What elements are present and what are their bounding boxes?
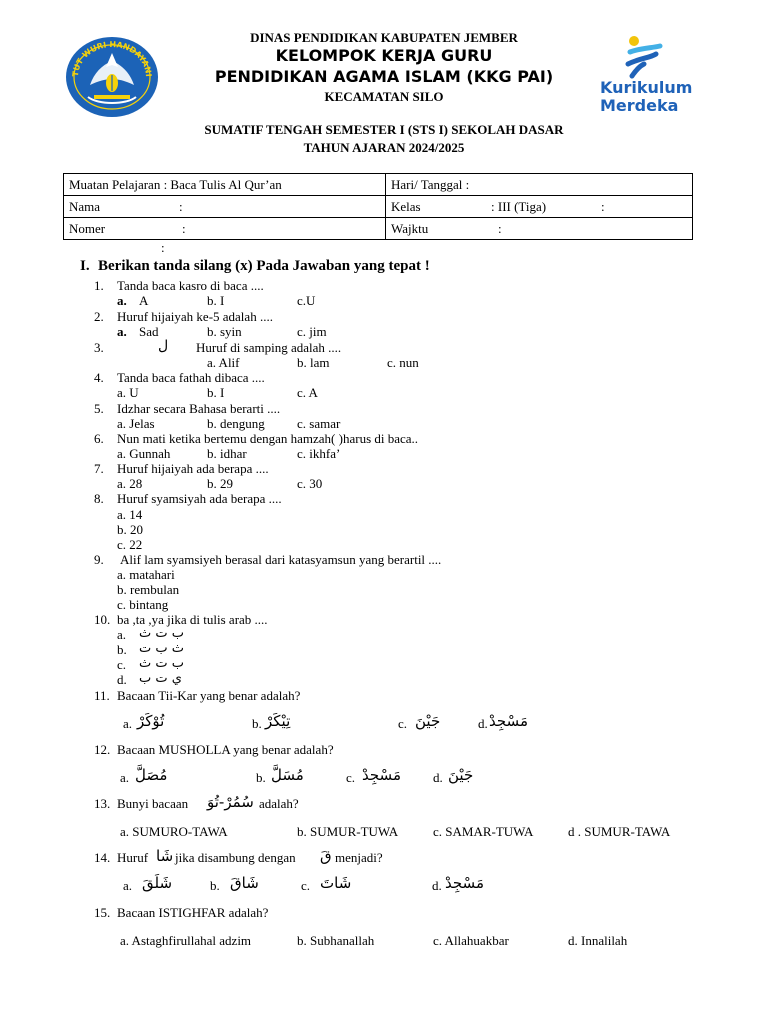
question-number: 14. — [94, 850, 111, 865]
class-label: Kelas — [391, 198, 421, 214]
option-a[interactable]: a. 14 — [117, 507, 143, 522]
option-b[interactable]: b. SUMUR-TUWA — [297, 824, 399, 839]
option-c[interactable]: c. samar — [297, 416, 341, 431]
option-a[interactable]: a. U — [117, 385, 139, 400]
question-number: 15. — [94, 905, 111, 920]
header-district: KECAMATAN SILO — [324, 89, 444, 104]
option-c[interactable]: c. bintang — [117, 597, 169, 612]
option-a[interactable]: تُوْكَرْ — [137, 712, 165, 730]
question-text: Huruf syamsiyah ada berapa .... — [117, 491, 282, 506]
option-b[interactable]: b. rembulan — [117, 582, 180, 597]
class-cell — [386, 196, 693, 218]
option-a[interactable]: a. Jelas — [117, 416, 155, 431]
option-b[interactable]: b. I — [207, 385, 225, 400]
option-c[interactable]: c. nun — [387, 355, 419, 370]
arabic-word: سُمُرْ-تُوَ — [207, 793, 254, 811]
option-a[interactable]: Sad — [139, 324, 159, 339]
name-cell[interactable] — [64, 196, 386, 218]
question-number: 4. — [94, 370, 104, 385]
question-text: Bunyi bacaan — [117, 796, 189, 811]
option-d[interactable]: مَسْجِدْ — [445, 874, 484, 892]
number-colon: : — [182, 220, 186, 236]
option-a[interactable]: a. Gunnah — [117, 446, 171, 461]
question-number: 10. — [94, 612, 111, 627]
option-letter: a. — [123, 716, 133, 731]
option-c[interactable]: جَيْنَ — [415, 712, 441, 730]
section-number: I. — [80, 258, 90, 274]
question-number: 5. — [94, 401, 104, 416]
merdeka-label: Merdeka — [600, 96, 679, 115]
option-b[interactable]: b. Subhanallah — [297, 933, 375, 948]
table-row — [64, 196, 693, 218]
question-number: 8. — [94, 491, 104, 506]
option-letter: c. — [117, 657, 127, 672]
option-d[interactable]: جَيْنَ — [448, 766, 474, 784]
question-number: 1. — [94, 278, 104, 293]
option-letter: b. — [256, 770, 266, 785]
header-group: KELOMPOK KERJA GURU — [275, 46, 493, 65]
option-b[interactable]: b. dengung — [207, 416, 265, 431]
question-text: Nun mati ketika bertemu dengan hamzah( )harus di baca.. — [117, 431, 419, 446]
option-c[interactable]: c. A — [297, 385, 318, 400]
option-c[interactable]: c. jim — [297, 324, 327, 339]
option-a[interactable]: a. 28 — [117, 476, 143, 491]
question-text: Tanda baca fathah dibaca .... — [117, 370, 265, 385]
option-a[interactable]: A — [139, 293, 149, 308]
logo-motto-text: TUT WURI HANDAYANI — [70, 39, 154, 78]
option-d[interactable]: d . SUMUR-TAWA — [568, 824, 671, 839]
question-number: 2. — [94, 309, 104, 324]
table-row — [64, 174, 693, 196]
option-c[interactable]: ب ت ث — [139, 656, 184, 671]
question-number: 9. — [94, 552, 104, 567]
option-c[interactable]: شَاتَ — [320, 874, 352, 892]
question-text: menjadi? — [335, 850, 383, 865]
option-b[interactable]: تِيْكَرْ — [265, 712, 291, 730]
header-subject-group: PENDIDIKAN AGAMA ISLAM (KKG PAI) — [214, 67, 554, 86]
time-colon: : — [498, 220, 502, 236]
option-letter: b. — [210, 878, 220, 893]
option-letter: a. — [117, 293, 127, 308]
question-number: 7. — [94, 461, 104, 476]
option-c[interactable]: c. SAMAR-TUWA — [433, 824, 534, 839]
option-a[interactable]: a. Alif — [207, 355, 240, 370]
question-text: Huruf — [117, 850, 149, 865]
question-text: Alif lam syamsiyeh berasal dari katasyamsun yang berartil .... — [120, 552, 442, 567]
option-c[interactable]: c.U — [297, 293, 316, 308]
option-d[interactable]: ي ت ب — [139, 671, 182, 686]
option-b[interactable]: b. I — [207, 293, 225, 308]
option-c[interactable]: c. 22 — [117, 537, 143, 552]
option-letter: d. — [478, 716, 488, 731]
question-number: 12. — [94, 742, 111, 757]
kurikulum-label: Kurikulum — [600, 78, 693, 97]
option-c[interactable]: c. ikhfa’ — [297, 446, 341, 461]
option-letter: c. — [346, 770, 356, 785]
stray-colon: : — [161, 240, 165, 255]
option-a[interactable]: ب ت ث — [139, 626, 184, 641]
option-b[interactable]: شَاقَ — [230, 874, 259, 892]
question-text: jika disambung dengan — [175, 850, 296, 865]
student-info-table — [63, 173, 693, 240]
arabic-letter: ل — [158, 338, 169, 354]
section-instruction: Berikan tanda silang (x) Pada Jawaban yang tepat ! — [98, 258, 430, 274]
option-c[interactable]: c. 30 — [297, 476, 323, 491]
option-b[interactable]: b. idhar — [207, 446, 247, 461]
table-row — [64, 218, 693, 240]
question-text: Bacaan Tii-Kar yang benar adalah? — [117, 688, 301, 703]
arabic-letter: شَا — [156, 847, 174, 865]
question-text: Huruf hijaiyah ke-5 adalah .... — [117, 309, 273, 324]
question-text: Bacaan ISTIGHFAR adalah? — [117, 905, 269, 920]
option-c[interactable]: مَسْجِدْ — [362, 766, 401, 784]
question-text: adalah? — [259, 796, 299, 811]
option-d[interactable]: d. Innalilah — [568, 933, 628, 948]
question-number: 11. — [94, 688, 110, 703]
name-label: Nama — [69, 198, 101, 214]
option-letter: c. — [301, 878, 311, 893]
question-text: Huruf hijaiyah ada berapa .... — [117, 461, 269, 476]
date-cell: Hari/ Tanggal : — [386, 174, 693, 196]
option-b[interactable]: b. syin — [207, 324, 242, 339]
option-letter: a. — [120, 770, 130, 785]
question-text: Tanda baca kasro di baca .... — [117, 278, 264, 293]
question-number: 3. — [94, 340, 104, 355]
option-letter: a. — [123, 878, 133, 893]
exam-year: TAHUN AJARAN 2024/2025 — [303, 140, 465, 155]
class-colon: : — [601, 198, 605, 214]
time-cell — [386, 218, 693, 240]
option-d[interactable]: مَسْجِدْ — [489, 712, 528, 730]
option-b[interactable]: b. 29 — [207, 476, 233, 491]
option-letter: a. — [117, 627, 127, 642]
question-number: 13. — [94, 796, 111, 811]
option-a[interactable]: شَلَقَ — [142, 874, 173, 892]
option-a[interactable]: a. matahari — [117, 567, 175, 582]
question-number: 6. — [94, 431, 104, 446]
arabic-letter: قَ — [320, 847, 332, 865]
time-label: Wajktu — [391, 220, 429, 236]
option-b[interactable]: ث ب ت — [139, 641, 184, 656]
subject-cell: Muatan Pelajaran : Baca Tulis Al Qur’an — [64, 174, 386, 196]
option-c[interactable]: c. Allahuakbar — [433, 933, 509, 948]
option-letter: c. — [398, 716, 408, 731]
option-letter: d. — [117, 672, 127, 687]
question-text: Huruf di samping adalah .... — [196, 340, 342, 355]
option-a[interactable]: a. Astaghfirullahal adzim — [120, 933, 252, 948]
option-b[interactable]: مُسَلَّ — [271, 766, 304, 784]
question-text: ba ,ta ,ya jika di tulis arab .... — [117, 612, 268, 627]
option-b[interactable]: b. 20 — [117, 522, 143, 537]
header-agency: DINAS PENDIDIKAN KABUPATEN JEMBER — [250, 30, 518, 45]
option-letter: d. — [432, 878, 442, 893]
name-colon: : — [179, 198, 183, 214]
number-cell[interactable] — [64, 218, 386, 240]
question-text: Bacaan MUSHOLLA yang benar adalah? — [117, 742, 334, 757]
question-text: Idzhar secara Bahasa berarti .... — [117, 401, 281, 416]
option-letter: a. — [117, 324, 127, 339]
option-a[interactable]: a. SUMURO-TAWA — [120, 824, 228, 839]
option-b[interactable]: b. lam — [297, 355, 330, 370]
option-letter: b. — [117, 642, 127, 657]
exam-title: SUMATIF TENGAH SEMESTER I (STS I) SEKOLAH DASAR — [204, 122, 564, 137]
option-a[interactable]: مُصَلَّ — [135, 766, 168, 784]
option-letter: d. — [433, 770, 443, 785]
option-letter: b. — [252, 716, 262, 731]
class-value: : III (Tiga) — [491, 198, 547, 214]
number-label: Nomer — [69, 220, 106, 236]
